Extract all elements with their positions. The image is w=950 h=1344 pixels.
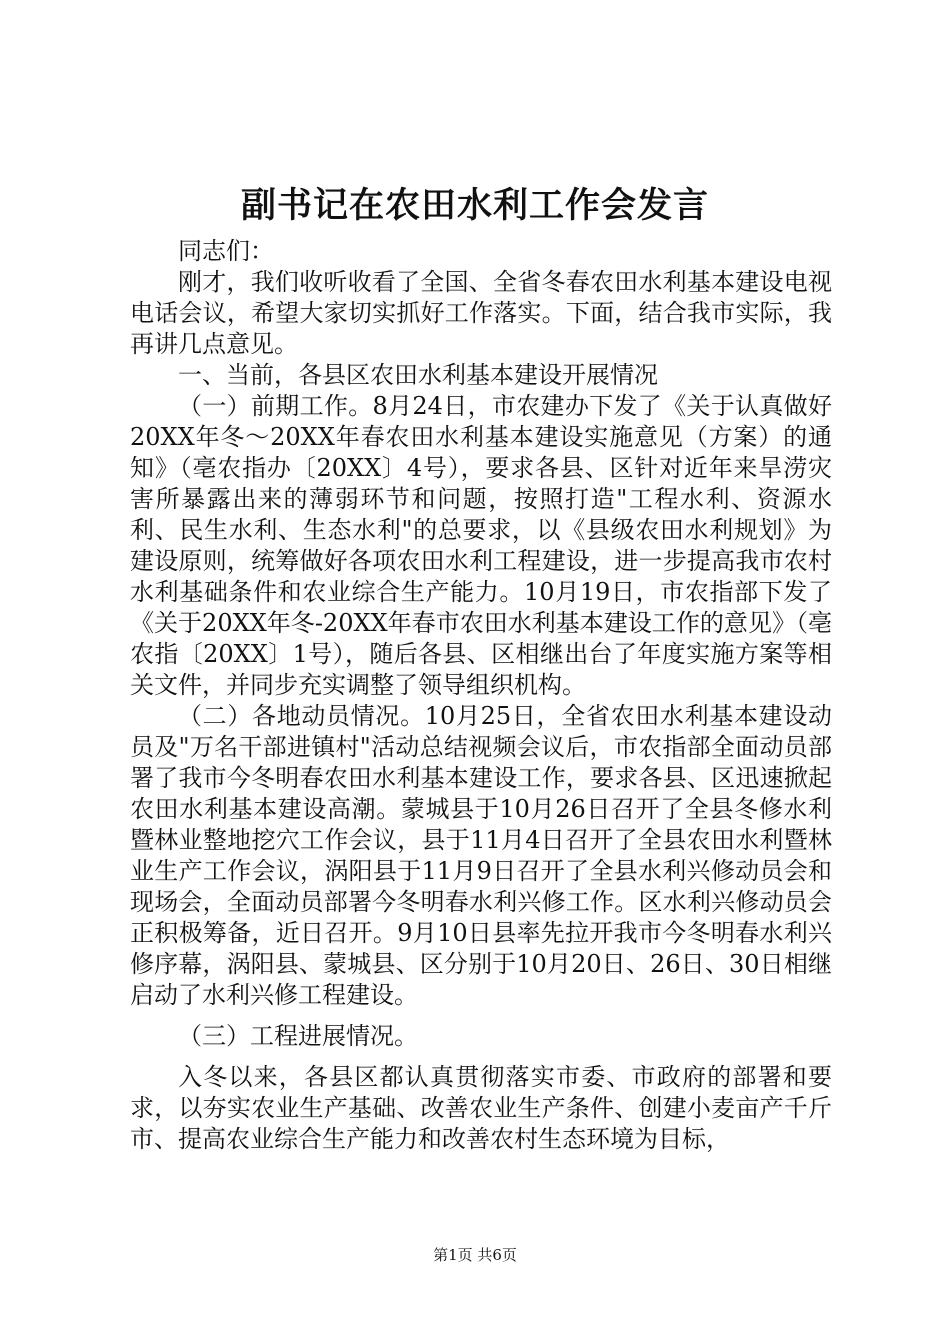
paragraph-progress: 入冬以来，各县区都认真贯彻落实市委、市政府的部署和要求，以夯实农业生产基础、改善农业生产条件、创建小麦亩产千斤市、提高农业综合生产能力和改善农村生态环境为目标，	[130, 1063, 832, 1153]
paragraph-preliminary-work: （一）前期工作。8月24日，市农建办下发了《关于认真做好20XX年冬～20XX年春农田水利基本建设实施意见（方案）的通知》（亳农指办〔20XX〕4号），要求各县、区针对近年来旱涝灾害所暴露出来的薄弱环节和问题，按照打造"工程水利、资源水利、民生水利、生态水利"的总要求，以《县级农田水利规划》为建设原则，统筹做好各项农田水利工程建设，进一步提高我市农村水利基础条件和农业综合生产能力。10月19日，市农指部下发了《关于20XX年冬-20XX年春市农田水利基本建设工作的意见》（亳农指〔20XX〕1号），随后各县、区相继出台了年度实施方案等相关文件，并同步充实调整了领导组织机构。	[130, 392, 832, 699]
paragraph-mobilization: （二）各地动员情况。10月25日，全省农田水利基本建设动员及"万名干部进镇村"活动总结视频会议后，市农指部全面动员部署了我市今冬明春农田水利基本建设工作，要求各县、区迅速掀起农田水利基本建设高潮。蒙城县于10月26日召开了全县冬修水利暨林业整地挖穴工作会议，县于11月4日召开了全县农田水利暨林业生产工作会议，涡阳县于11月9日召开了全县水利兴修动员会和现场会，全面动员部署今冬明春水利兴修工作。区水利兴修动员会正积极筹备，近日召开。9月10日县率先拉开我市今冬明春水利兴修序幕，涡阳县、蒙城县、区分别于10月20日、26日、30日相继启动了水利兴修工程建设。	[130, 702, 832, 1009]
subheading-progress: （三）工程进展情况。	[178, 1022, 418, 1050]
document-title: 副书记在农田水利工作会发言	[240, 185, 709, 226]
document-body	[130, 236, 832, 1155]
paragraph-salutation: 同志们：	[178, 237, 274, 265]
section-heading-1: 一、当前，各县区农田水利基本建设开展情况	[178, 361, 658, 389]
page-footer: 第1页 共6页	[433, 1246, 517, 1264]
paragraph-intro: 刚才，我们收听收看了全国、全省冬春农田水利基本建设电视电话会议，希望大家切实抓好工作落实。下面，结合我市实际，我再讲几点意见。	[130, 268, 832, 358]
